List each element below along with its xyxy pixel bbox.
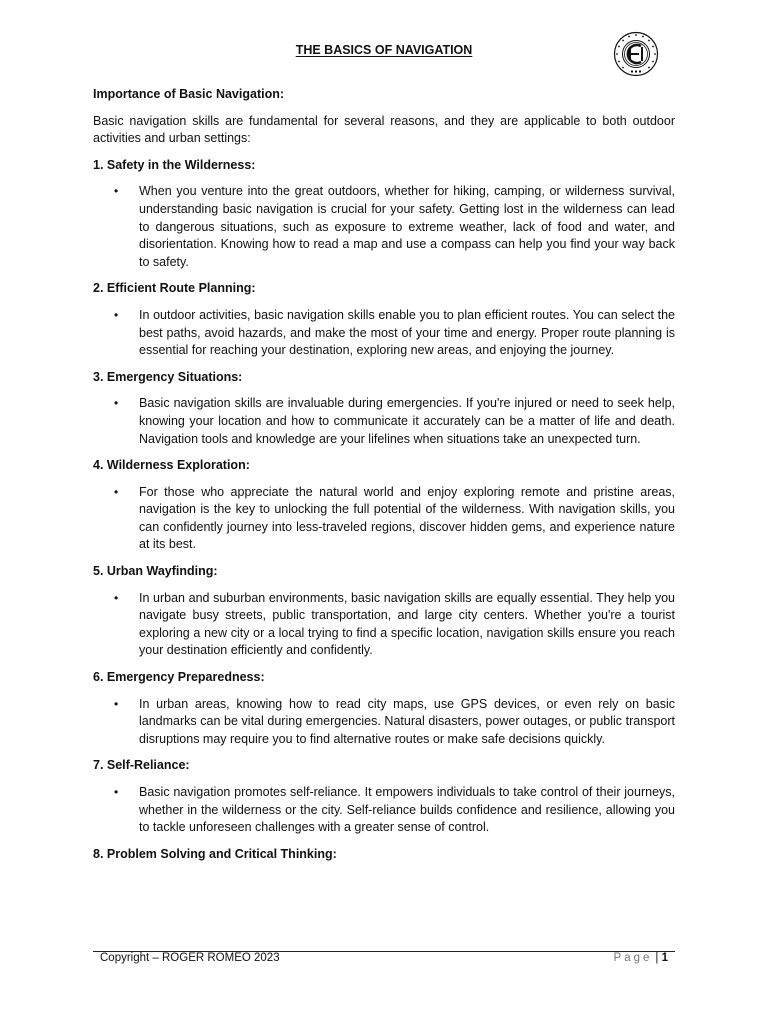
- footer-page-label: Page: [613, 952, 653, 964]
- bullet-item: [93, 784, 675, 837]
- bullet-item: [93, 395, 675, 448]
- bullet-icon: •: [114, 590, 119, 605]
- footer-page-indicator: [614, 952, 668, 964]
- document-title: THE BASICS OF NAVIGATION: [295, 43, 473, 57]
- section-heading: 7. Self-Reliance:: [93, 758, 190, 773]
- bullet-text: Basic navigation promotes self-reliance. It empowers individuals to take control of their journeys, whether in the wilderness or the city. Self-reliance builds confidence and resilience, allowing you to tackle unforeseen challenges with a greater sense of control.: [139, 785, 675, 835]
- bullet-icon: •: [114, 484, 119, 499]
- bullet-item: [93, 307, 675, 360]
- section-heading: 5. Urban Wayfinding:: [93, 564, 218, 579]
- bullet-item: [93, 183, 675, 271]
- section-heading: 8. Problem Solving and Critical Thinking:: [93, 846, 337, 861]
- bullet-icon: •: [114, 696, 119, 711]
- document-body: [93, 86, 675, 863]
- footer-page-number: 1: [661, 952, 668, 964]
- bullet-icon: •: [114, 307, 119, 322]
- bullet-icon: •: [114, 396, 119, 411]
- section-heading: 3. Emergency Situations:: [93, 369, 243, 384]
- section-heading: 2. Efficient Route Planning:: [93, 281, 256, 296]
- footer-copyright: Copyright – ROGER ROMEO 2023: [100, 952, 280, 964]
- bullet-item: [93, 696, 675, 749]
- bullet-text: Basic navigation skills are invaluable during emergencies. If you're injured or need to seek help, knowing your location and how to communicate it accurately can be a matter of life and death. Navigation tools and knowledge are your lifelines when situations take an unexpected turn.: [139, 396, 675, 446]
- bullet-icon: •: [114, 785, 119, 799]
- intro-heading: Importance of Basic Navigation:: [93, 87, 285, 101]
- section-heading: 6. Emergency Preparedness:: [93, 670, 265, 685]
- bullet-item: [93, 484, 675, 554]
- bullet-item: [93, 590, 675, 660]
- bullet-text: In urban areas, knowing how to read city maps, use GPS devices, or even rely on basic landmarks can be vital during emergencies. Natural disasters, power outages, or public transport disruptions may require you to find alternative routes or make safe decisions quickly.: [139, 696, 675, 746]
- footer-separator: |: [655, 952, 659, 964]
- bullet-text: In urban and suburban environments, basic navigation skills are equally essential. They help you navigate busy streets, public transportation, and large city centers. Whether you're a tourist exploring a new city or a local trying to find a specific location, navigation skills ensure you reach your destination efficiently and confidently.: [139, 590, 675, 658]
- bullet-icon: •: [114, 184, 119, 199]
- bullet-text: In outdoor activities, basic navigation skills enable you to plan efficient routes. You can select the best paths, avoid hazards, and make the most of your time and energy. Proper route planning is essential for reaching your destination, exploring new areas, and enjoying the journey.: [139, 307, 675, 358]
- sections-list: [93, 157, 675, 864]
- bullet-text: For those who appreciate the natural world and enjoy exploring remote and pristine areas, navigation is the key to unlocking the full potential of the wilderness. With navigation skills, you can confidently journey into less-traveled regions, discover hidden gems, and experience nature at its best.: [139, 484, 675, 552]
- section-heading: 4. Wilderness Exploration:: [93, 458, 250, 473]
- section-heading: 1. Safety in the Wilderness:: [93, 157, 256, 172]
- intro-paragraph: Basic navigation skills are fundamental for several reasons, and they are applicable to both outdoor activities and urban settings:: [93, 113, 675, 146]
- bullet-text: When you venture into the great outdoors, whether for hiking, camping, or wilderness survival, understanding basic navigation is crucial for your safety. Getting lost in the wilderness can lead to dangerous situations, such as exposure to extreme weather, lack of food and water, and disorientation. Knowing how to read a map and use a compass can help you find your way back to safety.: [139, 184, 675, 269]
